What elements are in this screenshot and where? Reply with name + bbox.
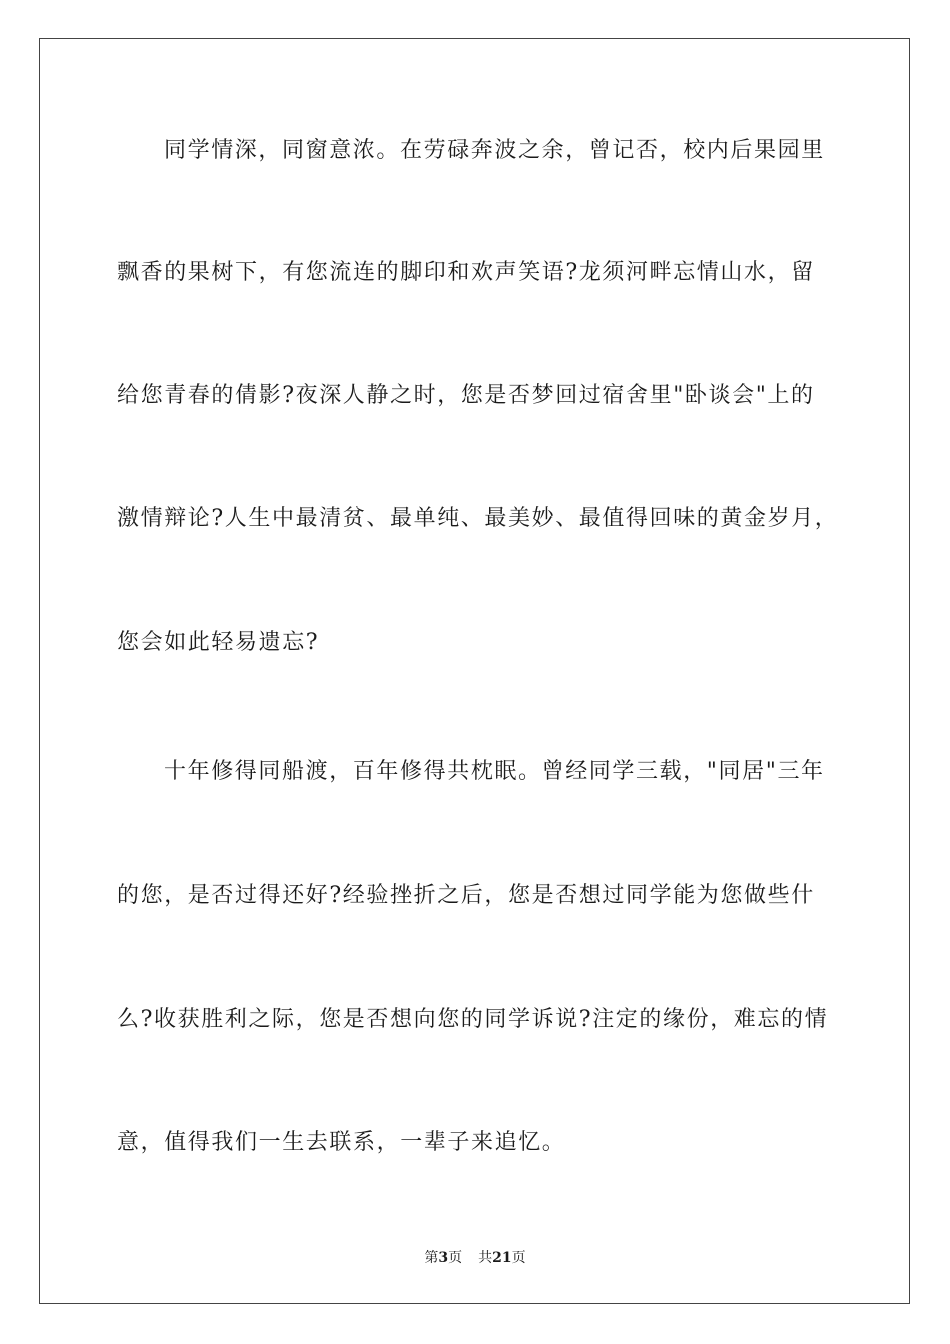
paragraph-line: 同学情深，同窗意浓。在劳碌奔波之余，曾记否，校内后果园里 [164, 138, 825, 163]
page-current: 3 [438, 1250, 449, 1266]
paragraph-line: 飘香的果树下，有您流连的脚印和欢声笑语?龙须河畔忘情山水，留 [117, 260, 815, 285]
page-prefix: 第 [424, 1250, 439, 1266]
paragraph-line: 的您，是否过得还好?经验挫折之后，您是否想过同学能为您做些什 [117, 883, 815, 908]
paragraph-line: 给您青春的倩影?夜深人静之时，您是否梦回过宿舍里"卧谈会"上的 [117, 383, 815, 408]
page-number-footer [0, 1247, 950, 1267]
page-total: 21 [492, 1250, 512, 1266]
paragraph-line: 意，值得我们一生去联系，一辈子来追忆。 [117, 1130, 566, 1155]
paragraph-line: 十年修得同船渡，百年修得共枕眠。曾经同学三载，"同居"三年 [164, 759, 825, 784]
page-suffix: 页 [448, 1250, 463, 1266]
total-prefix: 共 [478, 1250, 493, 1266]
total-suffix: 页 [511, 1250, 526, 1266]
paragraph-line: 激情辩论?人生中最清贫、最单纯、最美妙、最值得回味的黄金岁月， [117, 506, 839, 531]
paragraph-line: 您会如此轻易遗忘? [117, 630, 320, 655]
paragraph-line: 么?收获胜利之际，您是否想向您的同学诉说?注定的缘份，难忘的情 [117, 1007, 829, 1032]
page-border [39, 38, 910, 1304]
